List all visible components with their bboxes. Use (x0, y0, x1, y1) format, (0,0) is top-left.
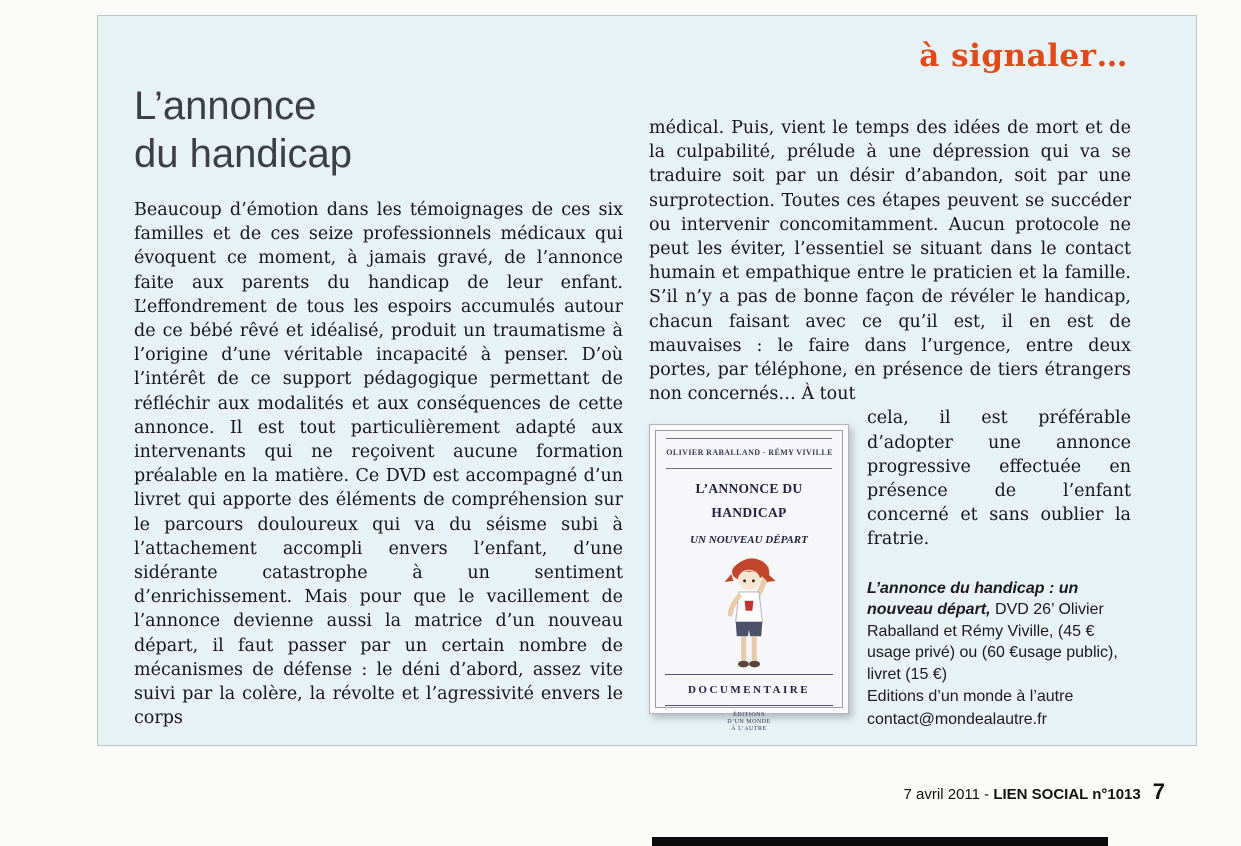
dvd-publisher-line3: À L’AUTRE (731, 726, 767, 733)
right-column-text: médical. Puis, vient le temps des idées de mort et de la culpabilité, prélude à une dépression qui va se traduire soit par un désir d’abandon, soit par une surprotection. Toutes ces étapes peuvent se succéder ou intervenir concomitamment. Aucun protocole ne peut les éviter, l’essentiel se situant dans le contact humain et empathique entre le praticien et la famille. S’il n’y a pas de bonne façon de révéler le handicap, chacun faisant avec ce qu’il est, il en est de mauvaises : le faire dans l’urgence, entre deux portes, par téléphone, en présence de tiers étrangers non concernés… À tout (649, 118, 1131, 405)
dvd-illustration (661, 552, 837, 674)
footer-journal-name: LIEN SOCIAL n°1013 (993, 786, 1141, 803)
page-footer (904, 779, 1165, 805)
right-column (649, 116, 1131, 733)
dvd-publisher-line1: ÉDITIONS (733, 712, 765, 719)
dvd-publisher-logo (727, 712, 771, 733)
left-column (134, 198, 623, 730)
dvd-subtitle: UN NOUVEAU DÉPART (690, 534, 808, 547)
dvd-cover-image (649, 424, 849, 733)
dvd-cover-inner (655, 430, 843, 733)
article-panel (97, 15, 1197, 746)
manga-girl-illustration (714, 552, 784, 674)
caption-details: DVD 26’ Olivier Raballand et Rémy Viville, (45 € usage privé) ou (60 €usage public), livret (15 €) (867, 601, 1118, 683)
caption-email: contact@mondealautre.fr (867, 710, 1047, 728)
caption-publisher: Editions d’un monde à l’autre (867, 688, 1074, 706)
dvd-authors: OLIVIER RABALLAND - RÉMY VIVILLE (666, 438, 831, 468)
article-title-line1: L’annonce (134, 84, 317, 128)
wrap-text: cela, il est préférable d’adopter une annonce progressive effectuée en présence de l’enfant concerné et sans oublier la fratrie. (867, 408, 1131, 550)
left-column-text: Beaucoup d’émotion dans les témoignages de ces six familles et de ces seize professionnels médicaux qui évoquent ce moment, à jamais gravé, de l’annonce faite aux parents du handicap de leur enfant. L’effondrement de tous les espoirs accumulés autour de ce bébé rêvé et idéalisé, produit un traumatisme à l’origine d’une véritable incapacité à penser. D’où l’intérêt de ce support pédagogique permettant de réfléchir aux modalités et aux conséquences de cette annonce. Il est tout particulièrement adapté aux intervenants qui ne reçoivent aucune formation préalable en la matière. Ce DVD est accompagné d’un livret qui apporte des éléments de compréhension sur le parcours douloureux qui va du séisme subi à l’attachement accompli envers l’enfant, d’une sidérante catastrophe à un sentiment d’enrichissement. Mais pour que le vacillement de l’annonce devienne aussi la matrice d’un nouveau départ, il faut passer par un certain nombre de mécanismes de défense : le déni d’abord, assez vite suivi par la colère, la révolte et l’agressivité envers le corps (134, 200, 623, 729)
article-title (134, 82, 352, 178)
caption-title: L’annonce du handicap : un nouveau départ, (867, 579, 1079, 619)
scanner-artifact-bar (652, 837, 1108, 846)
footer-date: 7 avril 2011 - (903, 786, 994, 803)
article-title-line2: du handicap (134, 132, 352, 176)
section-label: à signaler… (919, 38, 1128, 74)
dvd-genre-banner: DOCUMENTAIRE (665, 674, 834, 706)
dvd-publisher-line2: D’UN MONDE (727, 719, 771, 726)
dvd-title: L’ANNONCE DU HANDICAP (695, 480, 803, 520)
footer-page-number: 7 (1152, 779, 1165, 804)
